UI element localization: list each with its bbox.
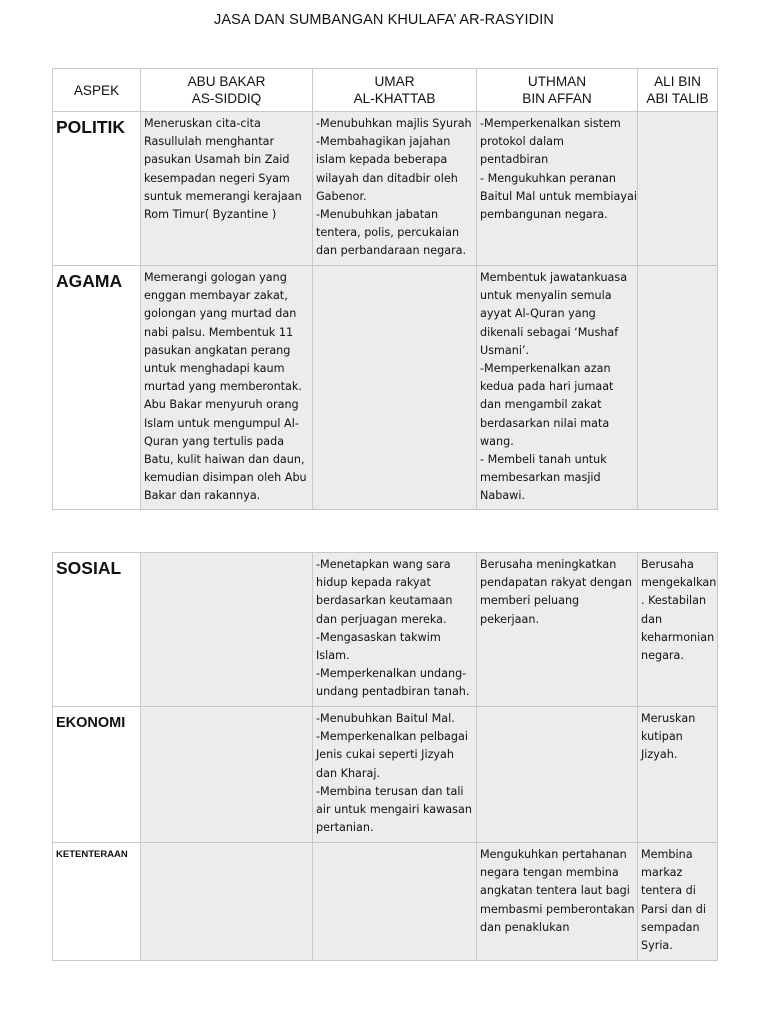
cell-line: Syria. xyxy=(641,939,673,953)
cell-line: hidup kepada rakyat xyxy=(316,576,431,590)
cell-line: undang pentadbiran tanah. xyxy=(316,685,470,699)
cell-line: untuk menghadapi kaum xyxy=(144,362,285,376)
cell-ekonomi-ali xyxy=(638,707,718,843)
header-umar xyxy=(313,69,477,112)
header-line: AS-SIDDIQ xyxy=(191,91,262,106)
header-line: UTHMAN xyxy=(527,74,587,89)
aspect-sosial: SOSIAL xyxy=(53,553,141,707)
cell-line: Jenis cukai seperti Jizyah xyxy=(316,748,455,762)
cell-line: Batu, kulit haiwan dan daun, xyxy=(144,453,305,467)
cell-line: murtad yang memberontak. xyxy=(144,380,302,394)
cell-ketenteraan-abu-bakar xyxy=(141,843,313,961)
cell-line: dan xyxy=(641,612,663,626)
cell-line: Islam untuk mengumpul Al- xyxy=(144,416,299,430)
header-line: AL-KHATTAB xyxy=(353,91,436,106)
cell-line: Gabenor. xyxy=(316,189,367,203)
cell-line: islam kepada beberapa xyxy=(316,153,448,167)
cell-agama-umar xyxy=(313,266,477,510)
cell-line: protokol dalam xyxy=(480,135,564,149)
cell-line: Memerangi gologan yang xyxy=(144,271,287,284)
cell-line: negara. xyxy=(641,649,684,663)
cell-line: golongan yang murtad dan xyxy=(144,307,297,321)
cell-sosial-abu-bakar xyxy=(141,553,313,707)
cell-line: Baitul Mal untuk membiayai xyxy=(480,189,637,203)
header-ali xyxy=(638,69,718,112)
aspect-ketenteraan: KETENTERAAN xyxy=(53,843,141,961)
cell-line: memberi peluang xyxy=(480,594,580,608)
cell-line: Berusaha xyxy=(641,558,694,571)
cell-agama-uthman xyxy=(477,266,638,510)
cell-line: untuk menyalin semula xyxy=(480,289,612,303)
cell-line: -Menubuhkan majlis Syurah xyxy=(316,117,472,130)
cell-sosial-ali xyxy=(638,553,718,707)
cell-ekonomi-umar xyxy=(313,707,477,843)
cell-line: sempadan xyxy=(641,920,700,934)
cell-line: membesarkan masjid xyxy=(480,471,601,485)
cell-line: Membina xyxy=(641,848,693,861)
cell-line: ayyat Al-Quran yang xyxy=(480,307,596,321)
cell-line: pembangunan negara. xyxy=(480,208,608,222)
cell-line: pendapatan rakyat dengan xyxy=(480,576,632,590)
header-line: ALI BIN xyxy=(654,74,701,89)
cell-line: negara tengan membina xyxy=(480,866,619,880)
cell-line: pasukan Usamah bin Zaid xyxy=(144,153,290,167)
row-politik xyxy=(53,112,718,266)
cell-politik-abu-bakar xyxy=(141,112,313,266)
header-uthman xyxy=(477,69,638,112)
cell-line: berdasarkan nilai mata xyxy=(480,416,610,430)
cell-line: pasukan angkatan perang xyxy=(144,343,291,357)
cell-line: pertanian. xyxy=(316,821,374,835)
page-title: JASA DAN SUMBANGAN KHULAFA’ AR-RASYIDIN xyxy=(214,12,554,28)
cell-line: membasmi pemberontakan xyxy=(480,902,635,916)
cell-ekonomi-uthman xyxy=(477,707,638,843)
cell-line: markaz xyxy=(641,866,683,880)
cell-line: tentera, polis, percukaian xyxy=(316,226,460,240)
cell-line: tentera di xyxy=(641,884,696,898)
aspect-ekonomi: EKONOMI xyxy=(53,707,141,843)
cell-ketenteraan-umar xyxy=(313,843,477,961)
table-bottom xyxy=(52,552,718,961)
cell-line: -Memperkenalkan pelbagai xyxy=(316,730,468,744)
cell-line: dan perjuagan mereka. xyxy=(316,612,447,626)
cell-line: - Mengukuhkan peranan xyxy=(480,171,616,185)
cell-line: Membentuk jawatankuasa xyxy=(480,271,628,284)
cell-line: dan penaklukan xyxy=(480,920,570,934)
cell-line: Nabawi. xyxy=(480,489,525,503)
cell-agama-ali xyxy=(638,266,718,510)
cell-ketenteraan-uthman xyxy=(477,843,638,961)
cell-line: dan mengambil zakat xyxy=(480,398,602,412)
cell-line: Abu Bakar menyuruh orang xyxy=(144,398,299,412)
cell-line: suntuk memerangi kerajaan xyxy=(144,189,302,203)
cell-line: Usmani’. xyxy=(480,343,530,357)
cell-line: Rasullulah menghantar xyxy=(144,135,275,149)
aspect-agama: AGAMA xyxy=(53,266,141,510)
cell-line: pekerjaan. xyxy=(480,612,540,626)
cell-line: berdasarkan keutamaan xyxy=(316,594,453,608)
cell-sosial-uthman xyxy=(477,553,638,707)
cell-line: angkatan tentera laut bagi xyxy=(480,884,630,898)
cell-line: Bakar dan rakannya. xyxy=(144,489,261,503)
cell-line: Quran yang tertulis pada xyxy=(144,434,285,448)
header-abu-bakar xyxy=(141,69,313,112)
header-line: UMAR xyxy=(374,74,415,89)
cell-line: -Memperkenalkan undang- xyxy=(316,667,467,681)
header-row xyxy=(53,69,718,112)
cell-line: kesempadan negeri Syam xyxy=(144,171,290,185)
cell-line: keharmonian xyxy=(641,630,715,644)
cell-line: dan Kharaj. xyxy=(316,766,381,780)
cell-line: kutipan xyxy=(641,730,683,744)
cell-line: Jizyah. xyxy=(641,748,678,762)
cell-line: dan perbandaraan negara. xyxy=(316,244,467,258)
cell-line: wang. xyxy=(480,434,514,448)
cell-line: -Menubuhkan Baitul Mal. xyxy=(316,712,455,725)
row-ekonomi xyxy=(53,707,718,843)
cell-line: -Menetapkan wang sara xyxy=(316,558,451,571)
table-top xyxy=(52,68,718,510)
cell-line: nabi palsu. Membentuk 11 xyxy=(144,325,294,339)
cell-ekonomi-abu-bakar xyxy=(141,707,313,843)
row-sosial xyxy=(53,553,718,707)
header-line: BIN AFFAN xyxy=(522,91,592,106)
cell-line: mengekalkan xyxy=(641,576,717,590)
cell-politik-ali xyxy=(638,112,718,266)
cell-line: wilayah dan ditadbir oleh xyxy=(316,171,458,185)
cell-line: Meruskan xyxy=(641,712,696,725)
cell-line: kedua pada hari jumaat xyxy=(480,380,614,394)
header-aspek: ASPEK xyxy=(53,69,141,112)
cell-line: air untuk mengairi kawasan xyxy=(316,803,472,817)
cell-line: enggan membayar zakat, xyxy=(144,289,288,303)
cell-line: Mengukuhkan pertahanan xyxy=(480,848,627,861)
aspect-politik: POLITIK xyxy=(53,112,141,266)
cell-line: Rom Timur( Byzantine ) xyxy=(144,208,277,222)
cell-line: -Mengasaskan takwim xyxy=(316,630,441,644)
cell-line: -Menubuhkan jabatan xyxy=(316,208,439,222)
header-line: ABI TALIB xyxy=(646,91,709,106)
cell-line: dikenali sebagai ‘Mushaf xyxy=(480,325,619,339)
cell-line: -Memperkenalkan sistem xyxy=(480,117,621,130)
cell-line: pentadbiran xyxy=(480,153,549,167)
cell-line: -Membina terusan dan tali xyxy=(316,784,464,798)
cell-agama-abu-bakar xyxy=(141,266,313,510)
cell-line: Meneruskan cita-cita xyxy=(144,117,261,130)
cell-line: Berusaha meningkatkan xyxy=(480,558,617,571)
cell-sosial-umar xyxy=(313,553,477,707)
cell-line: Parsi dan di xyxy=(641,902,707,916)
row-ketenteraan xyxy=(53,843,718,961)
header-line: ABU BAKAR xyxy=(187,74,266,89)
cell-line: -Membahagikan jajahan xyxy=(316,135,451,149)
cell-line: . Kestabilan xyxy=(641,594,707,608)
cell-line: kemudian disimpan oleh Abu xyxy=(144,471,307,485)
cell-line: Islam. xyxy=(316,649,350,663)
cell-politik-uthman xyxy=(477,112,638,266)
cell-politik-umar xyxy=(313,112,477,266)
row-agama xyxy=(53,266,718,510)
cell-line: - Membeli tanah untuk xyxy=(480,453,607,467)
cell-ketenteraan-ali xyxy=(638,843,718,961)
cell-line: -Memperkenalkan azan xyxy=(480,362,611,376)
